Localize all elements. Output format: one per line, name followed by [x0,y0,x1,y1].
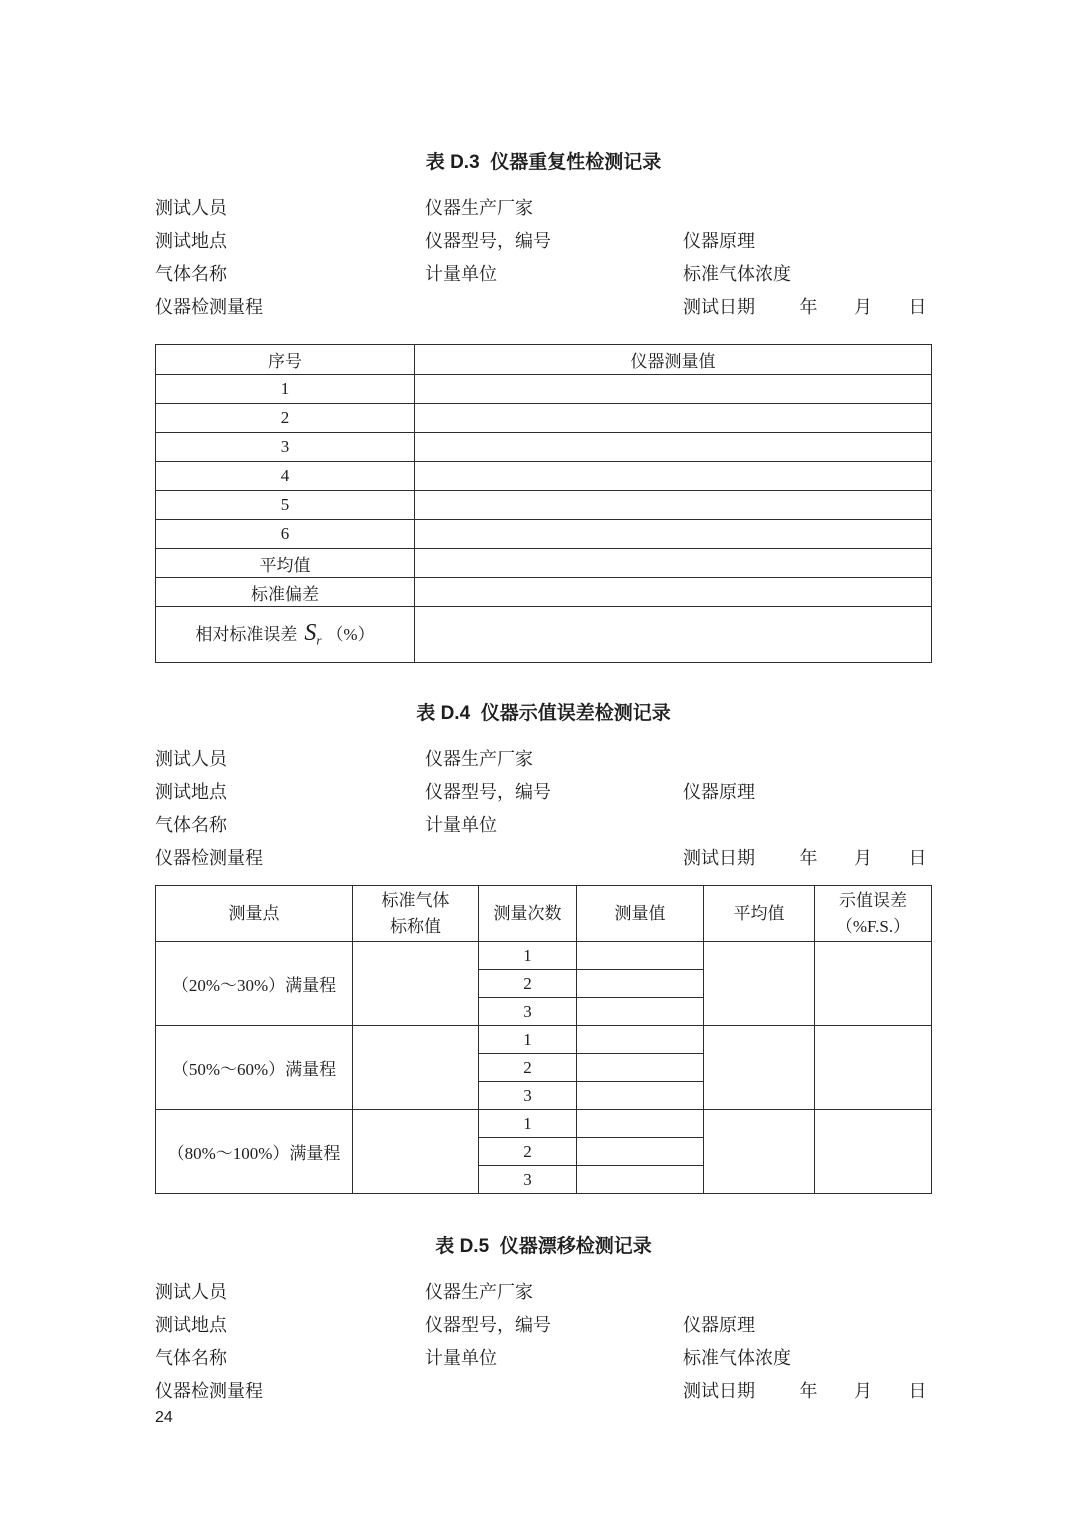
d5-label-gas-name: 气体名称 [155,1347,227,1368]
d3-label-day: 日 [908,296,927,317]
row-label: 3 [156,433,415,462]
trial-number: 3 [479,1082,577,1110]
d5-test-date-line [683,1377,932,1403]
d5-label-year: 年 [799,1380,818,1401]
d4-test-date-line [683,844,932,870]
trial-number: 2 [479,1054,577,1082]
blank-cell-value [577,1110,704,1138]
d3-label-location: 测试地点 [155,230,227,251]
measure-point-label: （50%～60%）满量程 [156,1026,353,1110]
trial-number: 1 [479,1110,577,1138]
header-line-2: （%F.S.） [835,916,911,936]
d3-label-tester: 测试人员 [155,197,227,218]
table-row [156,578,932,607]
column-header-average: 平均值 [704,886,815,942]
blank-cell-value [577,998,704,1026]
table-row [156,1110,932,1138]
d3-label-month: 月 [854,296,872,317]
blank-cell-value [577,1026,704,1054]
d4-label-month: 月 [854,847,872,868]
d4-label-test-date: 测试日期 [683,847,755,868]
blank-cell-average [704,1110,815,1194]
table-row [156,520,932,549]
indication-error-table [155,885,932,1194]
d5-label-day: 日 [908,1380,927,1401]
column-header-seq: 序号 [156,345,415,375]
d4-label-year: 年 [799,847,818,868]
blank-cell [415,462,932,491]
d4-label-tester: 测试人员 [155,748,227,769]
column-header-measure-value: 测量值 [577,886,704,942]
d5-label-unit: 计量单位 [425,1347,497,1368]
trial-number: 2 [479,1138,577,1166]
blank-cell-error [815,1026,932,1110]
measure-point-label: （80%～100%）满量程 [156,1110,353,1194]
blank-cell-value [577,1054,704,1082]
d5-meta-block [155,1274,932,1406]
blank-cell-error [815,942,932,1026]
d5-meta-row-3 [155,1340,932,1373]
table-row [156,433,932,462]
row-label: 6 [156,520,415,549]
d3-test-date-line [683,293,932,319]
row-label: 2 [156,404,415,433]
d5-label-tester: 测试人员 [155,1281,227,1302]
table-row [156,607,932,663]
sr-symbol: S [304,620,317,647]
table-row [156,1026,932,1054]
d3-meta-row-2 [155,223,932,256]
table-row [156,942,932,970]
d5-meta-row-4 [155,1373,932,1406]
blank-cell [415,433,932,462]
d4-meta-row-1 [155,741,932,774]
d3-meta-row-4 [155,289,932,322]
blank-cell-nominal [353,1026,479,1110]
row-label-average: 平均值 [156,549,415,578]
blank-cell [415,520,932,549]
d5-label-test-date: 测试日期 [683,1380,755,1401]
d4-label-gas-name: 气体名称 [155,814,227,835]
table-d3-title: 表 D.3 仪器重复性检测记录 [425,152,662,173]
blank-cell [415,578,932,607]
table-row [156,404,932,433]
table-row [156,549,932,578]
trial-number: 1 [479,942,577,970]
blank-cell-nominal [353,942,479,1026]
blank-cell-average [704,1026,815,1110]
d3-label-unit: 计量单位 [425,263,497,284]
d4-label-manufacturer: 仪器生产厂家 [425,748,533,769]
column-header-measure-count: 测量次数 [479,886,577,942]
d3-label-std-gas-conc: 标准气体浓度 [683,263,791,284]
d3-label-gas-name: 气体名称 [155,263,227,284]
sr-suffix: （%） [326,625,375,645]
table-row [156,462,932,491]
blank-cell [415,549,932,578]
row-label-std-deviation: 标准偏差 [156,578,415,607]
header-line-1: 标准气体 [381,890,450,910]
blank-cell [415,491,932,520]
header-line-2: 标称值 [390,916,441,936]
d5-label-month: 月 [854,1380,872,1401]
blank-cell-value [577,970,704,998]
row-label-relative-std-error [156,607,415,663]
d4-label-principle: 仪器原理 [683,781,755,802]
blank-cell-value [577,1082,704,1110]
d4-label-unit: 计量单位 [425,814,497,835]
column-header-std-gas-nominal [353,886,479,942]
table-d4-title: 表 D.4 仪器示值误差检测记录 [416,703,671,724]
blank-cell [415,375,932,404]
d4-meta-row-2 [155,774,932,807]
blank-cell-value [577,1138,704,1166]
d4-meta-row-3 [155,807,932,840]
d3-label-principle: 仪器原理 [683,230,755,251]
d5-label-location: 测试地点 [155,1314,227,1335]
d5-label-std-gas-conc: 标准气体浓度 [683,1347,791,1368]
column-header-measured-value: 仪器测量值 [415,345,932,375]
blank-cell-average [704,942,815,1026]
d5-label-model: 仪器型号，编号 [425,1314,551,1335]
page-number: 24 [155,1409,173,1426]
trial-number: 2 [479,970,577,998]
trial-number: 1 [479,1026,577,1054]
table-row [156,491,932,520]
sr-subscript: r [316,632,322,648]
blank-cell-value [577,1166,704,1194]
trial-number: 3 [479,1166,577,1194]
d3-meta-block [155,190,932,322]
blank-cell-nominal [353,1110,479,1194]
d3-meta-row-3 [155,256,932,289]
d4-label-range: 仪器检测量程 [155,847,263,868]
d5-label-manufacturer: 仪器生产厂家 [425,1281,533,1302]
measure-point-label: （20%～30%）满量程 [156,942,353,1026]
d4-label-location: 测试地点 [155,781,227,802]
row-label: 4 [156,462,415,491]
d3-label-year: 年 [799,296,818,317]
table-row [156,375,932,404]
d5-meta-row-1 [155,1274,932,1307]
table-d5-title: 表 D.5 仪器漂移检测记录 [435,1236,652,1257]
d5-label-principle: 仪器原理 [683,1314,755,1335]
d4-meta-row-4 [155,840,932,873]
d3-label-manufacturer: 仪器生产厂家 [425,197,533,218]
trial-number: 3 [479,998,577,1026]
d3-label-test-date: 测试日期 [683,296,755,317]
d5-meta-row-2 [155,1307,932,1340]
header-line-1: 示值误差 [839,890,907,910]
d4-label-day: 日 [908,847,927,868]
repeatability-table [155,344,932,663]
d4-label-model: 仪器型号，编号 [425,781,551,802]
blank-cell [415,404,932,433]
blank-cell-error [815,1110,932,1194]
d3-label-model: 仪器型号，编号 [425,230,551,251]
column-header-measure-point: 测量点 [156,886,353,942]
column-header-indication-error [815,886,932,942]
row-label: 5 [156,491,415,520]
d5-label-range: 仪器检测量程 [155,1380,263,1401]
blank-cell-value [577,942,704,970]
sr-prefix: 相对标准误差 [195,625,298,645]
d3-label-range: 仪器检测量程 [155,296,263,317]
row-label: 1 [156,375,415,404]
d3-meta-row-1 [155,190,932,223]
d4-meta-block [155,741,932,873]
blank-cell [415,607,932,663]
